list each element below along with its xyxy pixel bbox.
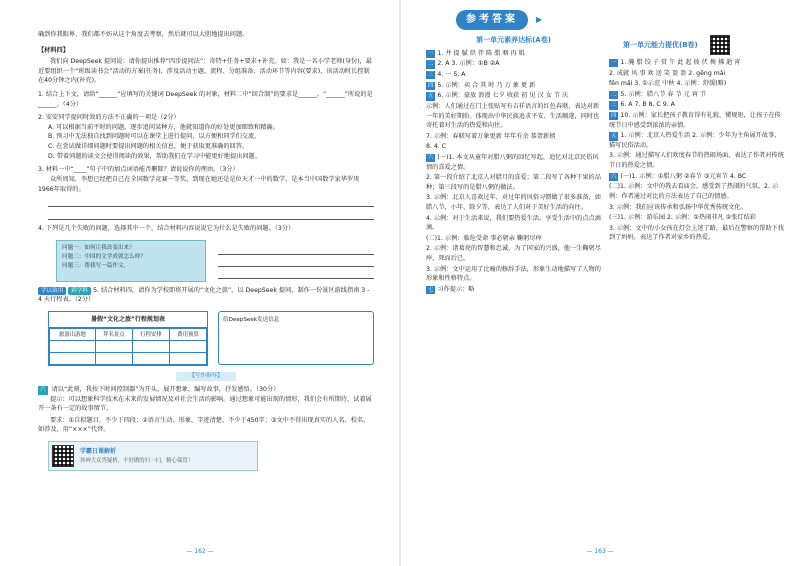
answer-line (609, 58, 784, 68)
answer-line (609, 90, 784, 100)
answer-text: 7. 示例：春联写着万象更新 年年有余 恭贺新禧 (426, 132, 556, 140)
answer-text: 3. 示例：通过描写人们欢度春节的热闹场面，表达了作者对传统节日的热爱之情。 (609, 152, 784, 170)
answer-text: 6. A 7. B 8. C 9. A (620, 101, 675, 109)
task-5 (38, 286, 374, 305)
answer-section-number: 三 (428, 72, 434, 79)
answer-line (426, 265, 601, 284)
answer-text: 3. 示例：北京人喜欢过年，对过年的风俗习惯做了很多准备，如腊八节，小年、除夕等，表达了人们对于美好生活的向往。 (426, 194, 601, 211)
plan-cell[interactable] (50, 353, 96, 365)
material-body: 我们向 DeepSeek 提问说：请你提出推荐“四步提问法”：奇特+任务+要求+补充。如：我是一名小学老师(身份)，最近要组织一个“班级读书会”活动的方案(任务)，涉及活动主题、流程、分组准备、活动环节等内容(要求)，该活动时长控制在40分钟之内(补充)。 (38, 58, 373, 85)
page-number: — 162 — (186, 547, 214, 555)
answer-section-number: 一 (428, 50, 434, 57)
material-title: 【材料四】 (38, 46, 69, 54)
essay-text: 请以“此刻，我按下时间控制器”为开头，展开想象，编写故事，抒发感悟。（30分） (51, 385, 280, 393)
answer-line (426, 214, 601, 233)
option-d: D. 带着问题的读文会使得阅读的效果，帮助我们在学习中能更好地提出问题。 (48, 152, 261, 160)
answer-text: 2. 第一段介绍了北京人对腊月的喜爱；第二段写了各种干果的品种；第三段写的是腊八粥的做法。 (426, 174, 601, 191)
answers-col-a (426, 32, 601, 295)
essay-number: 六 (40, 386, 46, 393)
answer-text: (三)1. 示例：游乐园 2. 示例：①热闹非凡 ②张灯结彩 (609, 214, 756, 222)
answer-text: 6. 示例：豪放 浪漫 七夕 收获 初 见 汉 女 节 庆 (437, 92, 569, 100)
answer-line (609, 182, 784, 201)
answer-line (426, 59, 601, 69)
right-page (400, 0, 800, 566)
question-2: 2. 安安同学提问时效的方法不正确的一项是（2分） (38, 114, 180, 122)
plan-header: 拜名景点 (95, 329, 132, 341)
answer-text: 4. 示例：对于生活来说，我们要热爱生活，享受生活中的点点滴滴。 (426, 214, 601, 232)
answer-line[interactable] (48, 196, 374, 207)
essay-hint: 提示：可以想象科学技术在未来的发展情况及对社会生活的影响。通过想象可能出现的情形，我们会有所期待，试着展开一条有一定的故事情节。 (38, 395, 372, 413)
answer-line (426, 132, 601, 142)
option-b: B. 预习中无法独自找到问题时可以在课堂上进行提问，以方便和同学们交流。 (48, 133, 261, 141)
answer-section-number: 四 (611, 113, 617, 120)
answer-line (426, 173, 601, 192)
answer-line (609, 213, 784, 223)
essay-prompt (38, 385, 374, 395)
answer-text: 1. 示例：北京人热爱生活 2. 示例：少年为主角展开故事，描写民俗活动。 (609, 132, 781, 149)
arrow-icon: ▶ (536, 14, 543, 24)
answer-section-number: 六 (428, 154, 434, 161)
answer-line (609, 111, 784, 130)
chat-box[interactable] (218, 311, 374, 365)
section-title-b-text: 第一单元能力提优(B卷) (623, 41, 698, 49)
answer-section-number: 七 (428, 286, 434, 293)
plan-header: 旅游出游地 (50, 329, 96, 341)
answer-section-number: 三 (611, 102, 617, 109)
plan-cell[interactable] (132, 353, 169, 365)
answer-line (426, 285, 601, 295)
plan-header: 费用预算 (169, 329, 206, 341)
banner-subtitle: 你神大众答疑析，不好做的扫一扫，精心保管！ (80, 457, 194, 464)
answer-text: 3. 示例：文中运用了比喻的修辞手法，形象生动地描写了人物的形象和性格特点。 (426, 265, 601, 283)
answer-text: 2. 成就 风 事 欢 送 笑 盈 盈 2. gēng mǎi (609, 69, 726, 77)
answer-section-number: 二 (611, 91, 617, 98)
answer-line (609, 203, 784, 213)
chat-label: 给DeepSeek发送信息 (223, 317, 280, 324)
answer-section-number: 一 (611, 60, 617, 66)
page-number: — 163 — (586, 547, 614, 555)
answer-text: 示例：人们通过在门上张贴写有吉祥语言的红色春联，表达对新一年的美好期盼。体现出中华民族追求平安、生活顺遂，同时也寄托着对生活的热爱和向往。 (426, 102, 600, 130)
answers-header (426, 8, 784, 32)
answer-section-number: 五 (611, 133, 617, 140)
answers-col-b (609, 32, 784, 295)
answer-line (426, 70, 601, 80)
answer-text: 1. 腌 腊 饺 子 赏 午 此 起 彼 伏 搀 拂 逝 宵 (620, 59, 741, 66)
tag-cross: 跨学科 (68, 287, 91, 296)
answer-lines[interactable] (218, 243, 374, 279)
answer-section-number: 四 (428, 82, 434, 89)
answer-line (609, 69, 784, 79)
plan-title: 暑假“文化之旅”行程规划表 (49, 312, 207, 328)
answer-text: 习作提示：略 (437, 285, 475, 293)
option-a: A. 可以根据当前平时的问题，逐步追问某种方，他就知道你的好处更加细致和精确。 (48, 123, 279, 131)
plan-cell[interactable] (95, 353, 132, 365)
answer-text: 2. 示例：诸葛亮的智慧和忠诚，为了国家的兴盛，他一生鞠躬尽瘁，死而后已。 (426, 245, 601, 263)
answer-text: 3. 示例：我们应该传承和弘扬中华优秀传统文化。 (609, 203, 747, 211)
plan-cell[interactable] (50, 341, 96, 353)
answer-text: 8. 4. C (426, 143, 447, 151)
answer-text: 1. 井 提 腻 烘 伴 陈 腊 咽 冉 肌 (437, 49, 525, 57)
plan-cell[interactable] (169, 341, 206, 353)
answer-text: 2. A 3. 示例：①B ②A (437, 60, 500, 68)
answer-line (609, 224, 784, 243)
tag-apply: 学以致用 (38, 287, 66, 296)
answer-line (426, 102, 601, 131)
answer-section-number: 二 (428, 61, 434, 68)
plan-cell[interactable] (169, 353, 206, 365)
answer-text: (二)1. 示例：文中的我去看庙会，感受到了热闹的气氛。2. 示例：作者通过对比的方法表达了自己的情感。 (609, 183, 779, 200)
answer-line (609, 79, 784, 89)
answer-text: fēn mǎi 3. ①示范 中秋 4. 示例：舒缓(略) (609, 80, 727, 88)
answer-line (426, 91, 601, 101)
answer-line (609, 172, 784, 182)
section-title-a: 第一单元素养达标(A卷) (476, 36, 551, 44)
question-3: 3. 材料一中“____”句子中的加点词语能否删除？请说说你的理由。（3分） (38, 166, 239, 174)
answer-line (426, 244, 601, 263)
answer-text: (一)1. 示例：①腊八粥 ②春节 ③元宵节 4. BC (620, 172, 747, 180)
answer-section-number: 五 (428, 93, 434, 100)
question-4: 4. 下列是几个失败的问题，选择其中一个，结合材料内容说说它为什么是失败的问题。（3分） (38, 225, 295, 233)
qr-code-icon[interactable] (52, 445, 74, 467)
answers-title: 参考答案 (456, 10, 528, 30)
answer-line (609, 151, 784, 170)
task-5-text: 5. 结合材料四，请你为学校即将开展的“文化之旅”，以 DeepSeek 提问，制作一份景区游线指南 3 - 4 天行程表。（2分） (38, 286, 370, 304)
answer-text: (二)1. 示例：临危受命 事必躬亲 鞠躬尽瘁 (426, 234, 542, 242)
intro-text: 确到你我眼界，我们都不妨从这个角度去考察，然后就可以大胆地提出问题。 (38, 31, 249, 38)
answer-line (426, 234, 601, 244)
bad-question: 问题一：如何让我改变出来？ (62, 244, 135, 251)
answer-text: 5. 示例：腊八节 春 节 元 宵 节 (620, 90, 707, 98)
task-5-boxes (48, 311, 374, 366)
banner-title: 学霸日课解析 (80, 448, 117, 456)
answer-line (426, 81, 601, 91)
qr-code-icon[interactable] (710, 35, 730, 55)
bad-question: 问题二：中国的文学成就怎么样？ (62, 253, 146, 260)
question-1: 1. 结合上下文，请给“______”应填写的关键词 DeepSeek 的对象，材料二中“回合制”的要求是______。“______”所说的是______。（4分） (38, 91, 373, 108)
plan-cell[interactable] (132, 341, 169, 353)
essay-requirements: 要求：①自拟题目，不少于四段；②语言生动、形象，字迹清楚，不少于450字；③文中不得出现真实的人名、校名，如涉及，用“×××”代替。 (38, 416, 370, 434)
answer-line (426, 49, 601, 59)
example-sentence: 众所周知，李想已经把自己在全国数学竞赛一等奖，到现在她还是是位天才一中的数学，是本当中国数学家华罗庚1966年取得的。 (38, 175, 360, 193)
travel-plan-table (48, 311, 208, 366)
bad-question: 问题三：帮我写一篇作文。 (62, 262, 130, 269)
answer-section-number: 六 (611, 173, 617, 180)
answer-line (609, 131, 784, 150)
answer-text: 10. 示例：家长把孩子教育得有礼貌、懂规矩，让孩子在传统节日中感受到浓浓的亲情。 (609, 112, 781, 129)
answer-line (426, 142, 601, 152)
answer-line (426, 193, 601, 212)
plan-header: 行程安排 (132, 329, 169, 341)
answer-text: 3. 示例：文中的小女孩在灯会上迷了路，最后在警察的帮助下找到了妈妈，表达了作者对家乡的热爱。 (609, 224, 784, 242)
answer-text: (一)1. 本文从童年对腊八粥的回忆写起，追忆对北京民俗风情的喜爱之情。 (426, 153, 599, 171)
section-title-b (623, 35, 784, 55)
answer-line (609, 100, 784, 110)
plan-cell[interactable] (95, 341, 132, 353)
answer-line[interactable] (48, 209, 374, 220)
writing-guide-label: 【写作指导】 (176, 372, 236, 381)
answer-columns (426, 32, 784, 295)
bad-questions-box (56, 240, 206, 282)
option-c: C. 在尝试做详细问题时要提出问题的相关信息，便于获取更准确的回答。 (48, 143, 249, 151)
qr-banner[interactable] (48, 441, 258, 471)
answer-text: 4. 一 5. A (437, 71, 466, 79)
bad-questions-row (56, 240, 374, 282)
answer-text: 5. 示例：卖 合 其 时 乃 万 象 更 新 (437, 81, 536, 89)
answer-line (426, 153, 601, 172)
